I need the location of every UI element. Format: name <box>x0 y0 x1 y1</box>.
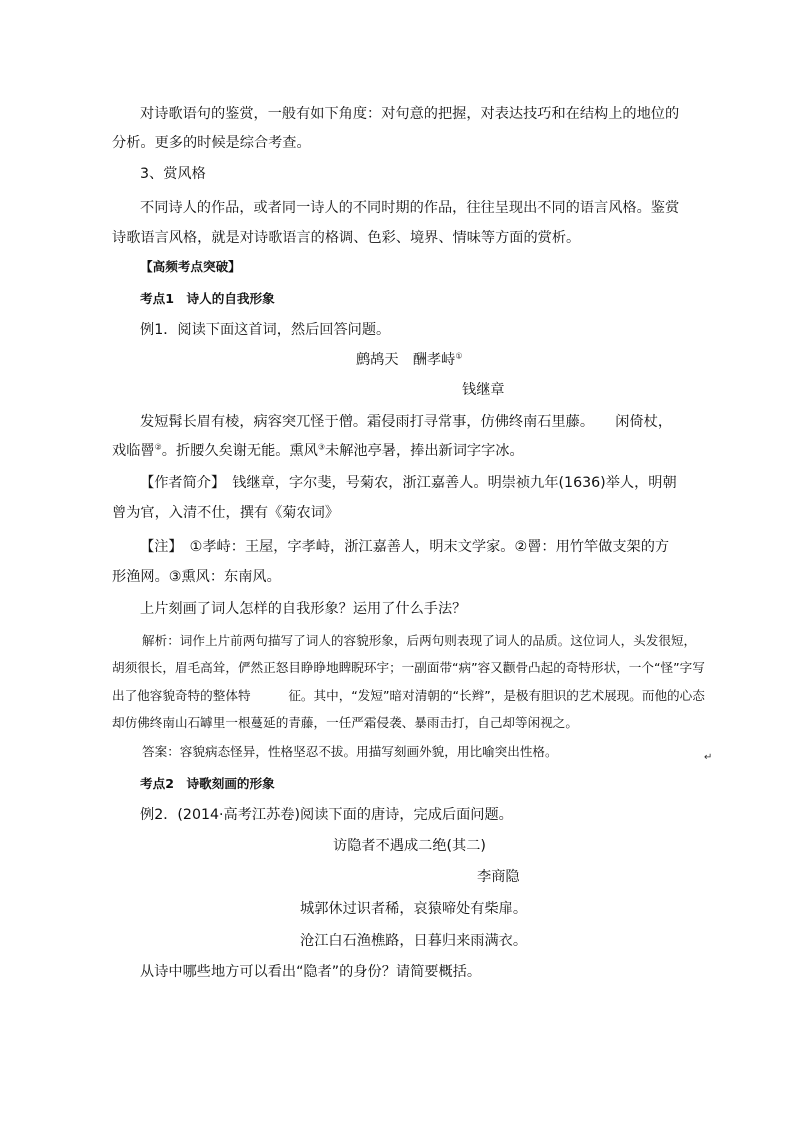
section-3-heading: 3、赏风格 <box>140 166 206 182</box>
poem-1-line-2-part-a: 戏临罾 <box>112 443 155 459</box>
intro-line-2: 分析。更多的时候是综合考查。 <box>112 135 311 151</box>
analysis-line-1: 解析：词作上片前两句描写了词人的容貌形象，后两句则表现了词人的品质。这位词人，头发很短， <box>142 633 697 648</box>
note-3-marker: ③ <box>317 442 325 452</box>
poem-1-line-1: 发短髯长眉有棱，病容突兀怪于僧。霜侵雨打寻常事，仿佛终南石里藤。 闲倚杖， <box>140 414 673 430</box>
poem-1-line-2-part-b: 。折腰久矣谢无能。熏风 <box>161 443 318 459</box>
analysis-line-2: 胡须很长，眉毛高耸，俨然正怒目睁睁地睥睨环宇；一副面带“病”容又颧骨凸起的奇特形状，一个“怪”字写 <box>112 660 705 675</box>
style-line-2: 诗歌语言风格，就是对诗歌语言的格调、色彩、境界、情味等方面的赏析。 <box>112 230 581 246</box>
question-2: 从诗中哪些地方可以看出“隐者”的身份？请简要概括。 <box>140 964 482 980</box>
author-intro-line-2: 曾为官，入清不仕，撰有《菊农词》 <box>112 505 340 521</box>
analysis-line-4: 却仿佛终南山石罅里一根蔓延的青藤，一任严霜侵袭、暴雨击打，自己却等闲视之。 <box>112 715 578 730</box>
poem-2-author: 李商隐 <box>477 869 520 885</box>
poem-1-title <box>356 350 463 370</box>
author-intro-line-1: 【作者简介】 钱继章，字尔斐，号菊农，浙江嘉善人。明崇祯九年(1636)举人，明朝 <box>140 475 677 491</box>
note-2-marker: ② <box>154 442 162 452</box>
notes-line-2: 形渔网。③熏风：东南风。 <box>112 569 281 585</box>
style-line-1: 不同诗人的作品，或者同一诗人的不同时期的作品，往往呈现出不同的语言风格。鉴赏 <box>140 200 680 216</box>
intro-line-1: 对诗歌语句的鉴赏，一般有如下角度：对句意的把握，对表达技巧和在结构上的地位的 <box>140 106 680 122</box>
poem-1-line-2 <box>112 441 524 461</box>
paragraph-mark: ↵ <box>704 752 713 763</box>
poem-1-author: 钱继章 <box>462 382 505 398</box>
analysis-line-3: 出了他容貌奇特的整体特 征。其中，“发短”暗对清朝的“长辫”，是极有胆识的艺术展现。而他的心态 <box>112 688 705 703</box>
kaodian-2-heading: 考点2 诗歌刻画的形象 <box>140 776 275 791</box>
poem-1-title-note: ① <box>455 351 463 361</box>
poem-2-title: 访隐者不遇成二绝(其二) <box>333 838 486 854</box>
example-1-intro: 例1．阅读下面这首词，然后回答问题。 <box>140 322 391 338</box>
notes-line-1: 【注】 ①孝峙：王屋，字孝峙，浙江嘉善人，明末文学家。②罾：用竹竿做支架的方 <box>140 539 670 555</box>
poem-2-line-2: 沧江白石渔樵路，日暮归来雨满衣。 <box>300 933 528 949</box>
breakthrough-heading: 【高频考点突破】 <box>140 259 241 274</box>
poem-1-line-2-part-c: 未解池亭暑，捧出新词字字冰。 <box>325 443 524 459</box>
answer-1: 答案：容貌病态怪异，性格坚忍不拔。用描写刻画外貌，用比喻突出性格。 <box>142 744 558 759</box>
poem-2-line-1: 城郭休过识者稀，哀猿啼处有柴扉。 <box>300 901 528 917</box>
poem-1-title-text: 鹧鸪天 酬孝峙 <box>356 352 456 368</box>
question-1: 上片刻画了词人怎样的自我形象？运用了什么手法？ <box>140 601 467 617</box>
kaodian-1-heading: 考点1 诗人的自我形象 <box>140 291 275 306</box>
example-2-intro: 例2．(2014·高考江苏卷)阅读下面的唐诗，完成后面问题。 <box>140 807 513 823</box>
